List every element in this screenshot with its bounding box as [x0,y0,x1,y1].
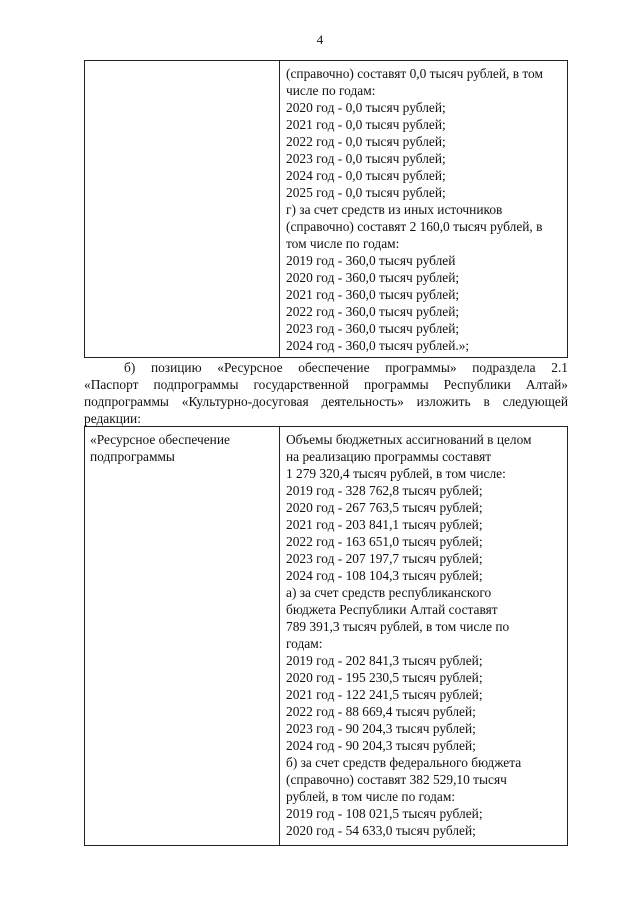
cell-line: г) за счет средств из иных источников [286,202,503,217]
cell-line: а) за счет средств республиканского [286,585,492,600]
cell-line: 2019 год - 328 762,8 тысяч рублей; [286,483,483,498]
table-right-cell [280,427,567,845]
cell-line: 1 279 320,4 тысяч рублей, в том числе: [286,466,506,481]
cell-line: на реализацию программы составят [286,449,492,464]
amendment-paragraph [84,359,568,427]
cell-line: (справочно) составят 0,0 тысяч рублей, в том [286,66,543,81]
cell-line: 2022 год - 88 669,4 тысяч рублей; [286,704,476,719]
cell-line: 2019 год - 202 841,3 тысяч рублей; [286,653,483,668]
resource-table-new [84,426,568,846]
cell-line: Объемы бюджетных ассигнований в целом [286,432,532,447]
cell-line: 2019 год - 360,0 тысяч рублей [286,253,456,268]
page-number: 4 [316,32,324,47]
cell-line: 2021 год - 203 841,1 тысяч рублей; [286,517,483,532]
cell-line: 2021 год - 360,0 тысяч рублей; [286,287,460,302]
cell-line: 2023 год - 90 204,3 тысяч рублей; [286,721,476,736]
cell-line: 2020 год - 195 230,5 тысяч рублей; [286,670,483,685]
table-left-cell [85,427,280,845]
cell-line: 789 391,3 тысяч рублей, в том числе по [286,619,510,634]
cell-line: 2024 год - 90 204,3 тысяч рублей; [286,738,476,753]
table-right-cell [280,61,567,357]
resource-table-continued [84,60,568,358]
cell-line: подпрограммы [90,449,175,464]
cell-line: 2022 год - 163 651,0 тысяч рублей; [286,534,483,549]
cell-line: 2020 год - 54 633,0 тысяч рублей; [286,823,476,838]
cell-line: 2022 год - 360,0 тысяч рублей; [286,304,460,319]
cell-line: 2023 год - 0,0 тысяч рублей; [286,151,446,166]
paragraph-line: «Паспорт подпрограммы государственной программы Республики Алтай» [84,377,568,392]
cell-line: 2019 год - 108 021,5 тысяч рублей; [286,806,483,821]
paragraph-line: б) позицию «Ресурсное обеспечение программы» подраздела 2.1 [124,360,568,375]
cell-line: 2024 год - 360,0 тысяч рублей.»; [286,338,470,353]
cell-line: 2024 год - 108 104,3 тысяч рублей; [286,568,483,583]
cell-line: рублей, в том числе по годам: [286,789,456,804]
cell-line: том числе по годам: [286,236,400,251]
cell-line: годам: [286,636,323,651]
cell-line: 2020 год - 0,0 тысяч рублей; [286,100,446,115]
cell-line: 2021 год - 122 241,5 тысяч рублей; [286,687,483,702]
cell-line: 2025 год - 0,0 тысяч рублей; [286,185,446,200]
cell-line: бюджета Республики Алтай составят [286,602,498,617]
cell-line: (справочно) составят 2 160,0 тысяч рублей, в [286,219,543,234]
cell-line: «Ресурсное обеспечение [90,432,230,447]
cell-line: 2020 год - 267 763,5 тысяч рублей; [286,500,483,515]
cell-line: 2023 год - 360,0 тысяч рублей; [286,321,460,336]
paragraph-line: подпрограммы «Культурно-досуговая деятельность» изложить в следующей [84,394,568,409]
cell-line: 2020 год - 360,0 тысяч рублей; [286,270,460,285]
cell-line: 2023 год - 207 197,7 тысяч рублей; [286,551,483,566]
table-left-cell [85,61,280,357]
cell-line: числе по годам: [286,83,376,98]
cell-line: 2024 год - 0,0 тысяч рублей; [286,168,446,183]
cell-line: 2022 год - 0,0 тысяч рублей; [286,134,446,149]
cell-line: б) за счет средств федерального бюджета [286,755,522,770]
cell-line: 2021 год - 0,0 тысяч рублей; [286,117,446,132]
paragraph-line: редакции: [84,411,141,426]
cell-line: (справочно) составят 382 529,10 тысяч [286,772,507,787]
